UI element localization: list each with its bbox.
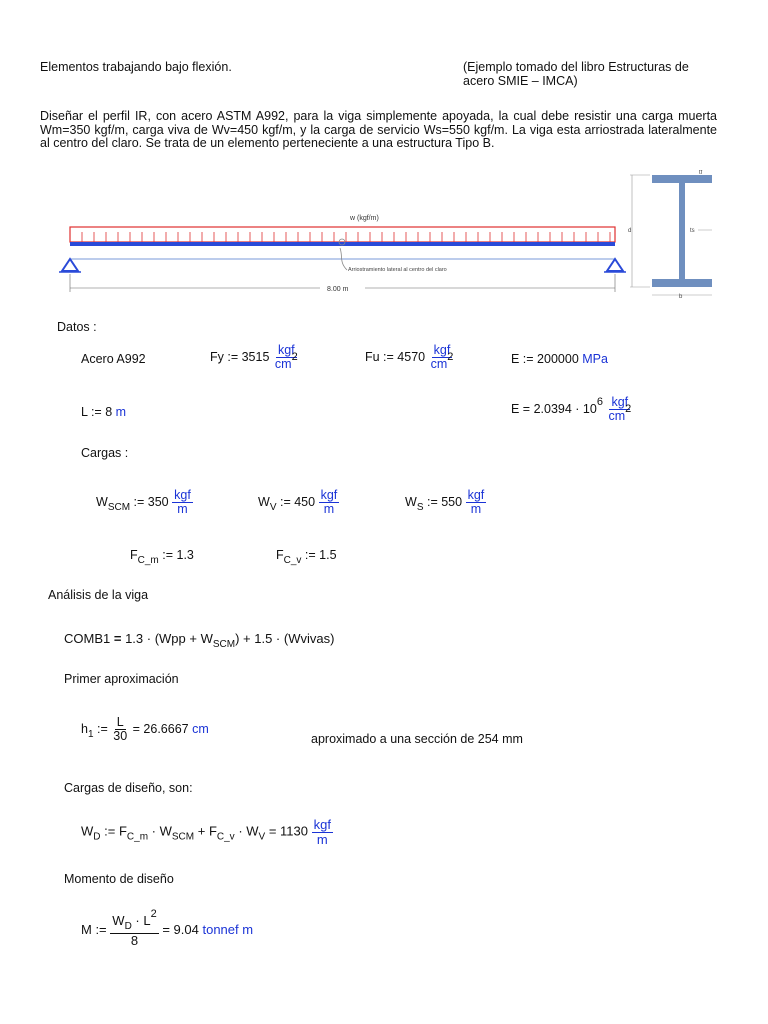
fu-unit: $\frac{\text{kgf}}{cm2}$: [430, 343, 454, 372]
aprox-heading: Primer aproximación: [64, 672, 179, 686]
bracing-label: Arriostramiento lateral al centro del claro: [348, 267, 447, 273]
comb1-equation: COMB1 = $1.3 \cdot (Wpp + W_{SCM}) + 1.5$ · (Wvivas): [64, 631, 335, 650]
wd-equation: $W_D$ := $F_{C\_m} \cdot W_{SCM} + F_{C\_v} \cdot W_V = 1130$ $\frac{\text{kgf}}{m}$: [81, 817, 331, 847]
fy-lhs: Fy := 3515: [210, 350, 270, 365]
fu-equation: [365, 344, 455, 372]
i-section-diagram: [620, 170, 720, 300]
label-d: d: [628, 228, 632, 234]
e-converted-unit: $\frac{\text{kgf}}{cm2}$: [608, 395, 632, 424]
fu-lhs: Fu := 4570: [365, 350, 426, 365]
analisis-heading: Análisis de la viga: [48, 588, 149, 602]
top-flange: [652, 175, 712, 183]
left-support-icon: [62, 259, 78, 271]
momento-heading: Momento de diseño: [64, 872, 174, 886]
distributed-load: [70, 227, 615, 242]
cargas-heading: Cargas :: [81, 446, 129, 460]
header-source-line1: (Ejemplo tomado del libro Estructuras de: [463, 60, 689, 74]
l-equation: L := 8 m: [81, 405, 127, 419]
label-tf: tf: [699, 170, 703, 176]
e-equation: E := 200000 MPa: [511, 352, 608, 366]
header-title: Elementos trabajando bajo flexión.: [40, 60, 232, 74]
label-ts: ts: [690, 228, 695, 234]
web: [679, 183, 685, 279]
fy-equation: [210, 344, 300, 372]
span-label: 8.00 m: [327, 286, 349, 293]
problem-statement: Diseñar el perfil IR, con acero ASTM A992, para la viga simplemente apoyada, la cual debe resistir una carga muerta Wm=350 kgf/m, carga viva de Wv=450 kgf/m, y la carga de servicio Ws=550 kgf/m. La viga esta arriostrada lateralmente al centro del claro. Se trata de un elemento perteneciente a una estructura Tipo B.: [40, 109, 717, 150]
e-unit: MPa: [582, 352, 608, 366]
label-b: b: [679, 294, 683, 300]
ws-equation: $W_S$ := 550 $\frac{\text{kgf}}{m}$: [405, 488, 485, 517]
aprox-note: aproximado a una sección de 254 mm: [311, 732, 523, 746]
datos-heading: Datos :: [57, 320, 97, 334]
header-source-line2: acero SMIE – IMCA): [463, 74, 578, 88]
h1-equation: $h_1$ := $\frac{L}{30}$ = 26.6667 cm: [81, 715, 209, 744]
e-converted-equation: E = 2.0394 · 106 $\frac{\text{kgf}}{cm2}$: [511, 395, 632, 424]
l-unit: m: [115, 405, 127, 419]
fy-unit: $\frac{\text{kgf}}{cm2}$: [274, 343, 298, 372]
fcv-equation: $F_{C\_v}$ := 1.5: [276, 548, 337, 566]
beam-diagram: [55, 200, 635, 300]
bottom-flange: [652, 279, 712, 287]
moment-equation: M := $\frac{W_D \cdot L^2}{8}$ = 9.04 tonnef m: [81, 908, 254, 948]
fcm-equation: $F_{C\_m}$ := 1.3: [130, 548, 194, 566]
load-label: w (kgf/m): [350, 215, 379, 222]
wv-equation: $W_V$ := 450 $\frac{\text{kgf}}{m}$: [258, 488, 338, 517]
beam: [70, 242, 615, 246]
diseno-heading: Cargas de diseño, son:: [64, 781, 193, 795]
acero-label: Acero A992: [81, 352, 146, 366]
wscm-equation: $W_{SCM}$ := 350 $\frac{\text{kgf}}{m}$: [96, 488, 191, 517]
